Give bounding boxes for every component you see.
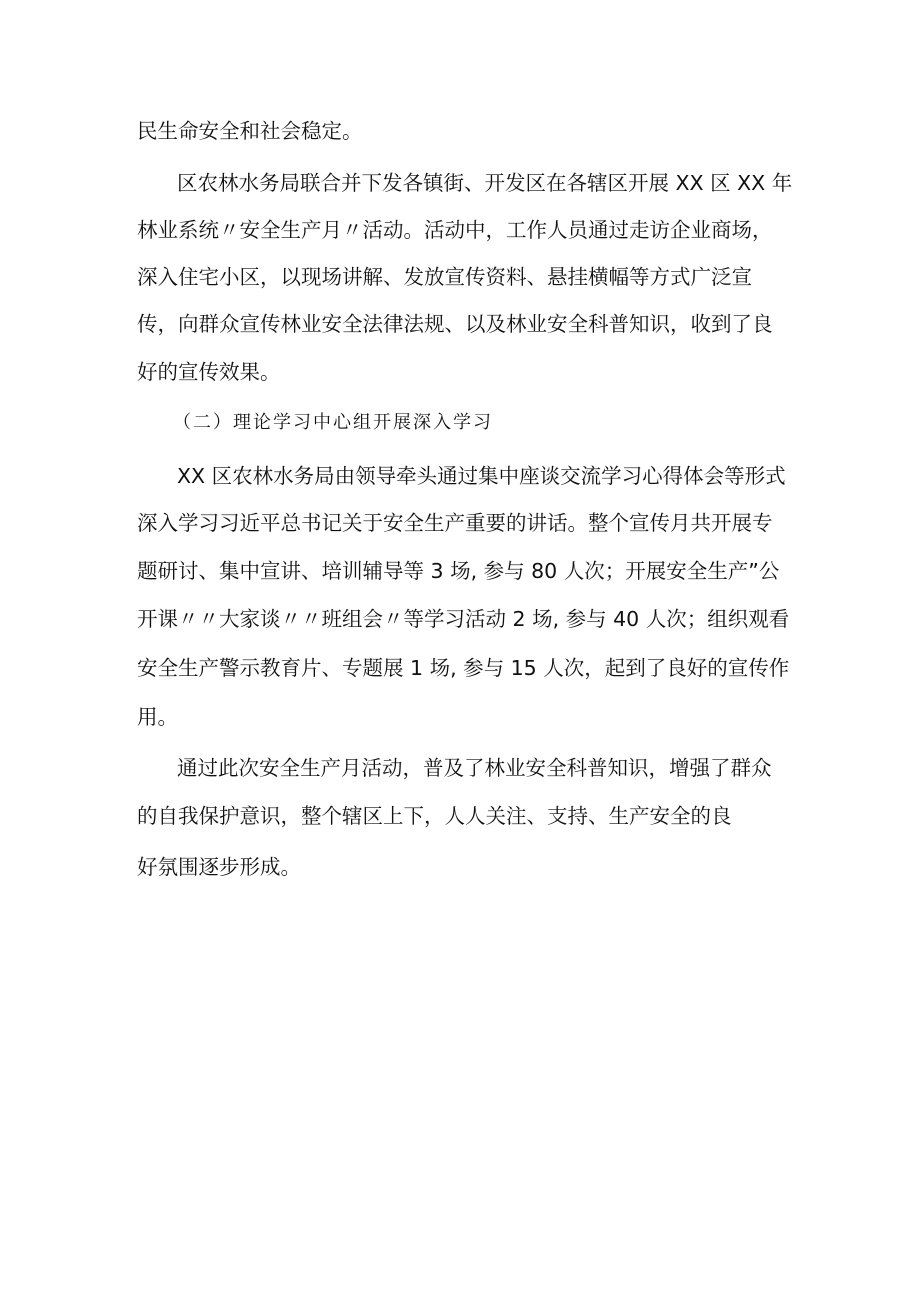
section-heading: （二）理论学习中心组开展深入学习 bbox=[173, 412, 493, 433]
text-line: 安全生产警示教育片、专题展 1 场, 参与 15 人次，起到了良好的宣传作 bbox=[137, 656, 790, 680]
text-line: XX 区农林水务局由领导牵头通过集中座谈交流学习心得体会等形式 bbox=[177, 464, 786, 488]
text-line: 林业系统〃安全生产月〃活动。活动中，工作人员通过走访企业商场， bbox=[137, 218, 773, 242]
text-line: 好的宣传效果。 bbox=[137, 360, 281, 384]
text-line: 开课〃〃大家谈〃〃班组会〃等学习活动 2 场, 参与 40 人次；组织观看 bbox=[137, 607, 790, 631]
text-line: 好氛围逐步形成。 bbox=[137, 855, 301, 879]
text-line: 区农林水务局联合并下发各镇街、开发区在各辖区开展 XX 区 XX 年 bbox=[177, 171, 793, 195]
text-line: 用。 bbox=[137, 705, 178, 729]
text-line: 传，向群众宣传林业安全法律法规、以及林业安全科普知识，收到了良 bbox=[137, 312, 773, 336]
text-line: 题研讨、集中宣讲、培训辅导等 3 场, 参与 80 人次；开展安全生产”公 bbox=[137, 559, 780, 583]
text-line: 深入住宅小区，以现场讲解、发放宣传资料、悬挂横幅等方式广泛宣 bbox=[137, 265, 752, 289]
text-line: 的自我保护意识，整个辖区上下，人人关注、支持、生产安全的良 bbox=[137, 804, 732, 828]
text-line: 通过此次安全生产月活动，普及了林业安全科普知识，增强了群众 bbox=[177, 756, 772, 780]
text-line: 民生命安全和社会稳定。 bbox=[137, 119, 363, 143]
text-line: 深入学习习近平总书记关于安全生产重要的讲话。整个宣传月共开展专 bbox=[137, 511, 773, 535]
